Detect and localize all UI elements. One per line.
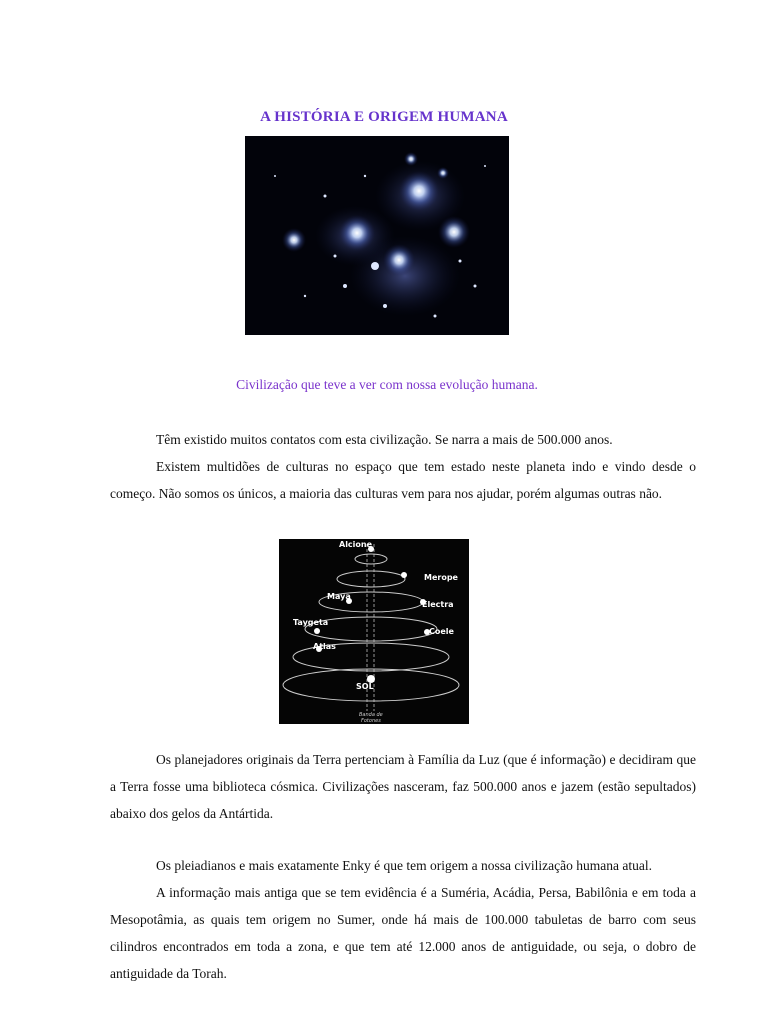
- label-merope: Merope: [424, 573, 458, 582]
- paragraph: Os pleiadianos e mais exatamente Enky é que tem origem a nossa civilização humana atual.: [156, 858, 652, 873]
- paragraph: Têm existido muitos contatos com esta civilização. Se narra a mais de 500.000 anos.: [156, 432, 613, 447]
- label-electra: Electra: [422, 600, 454, 609]
- paragraph: A informação mais antiga que se tem evidência é a Suméria, Acádia, Persa, Babilônia e em toda a Mesopotâmia, as quais tem origem no Sumer, onde há mais de 100.000 tabuletas de barro com seus cilindros encontrados em toda a zona, e que tem até 12.000 anos de antiguidade, ou seja, o dobro de antiguidade da Torah.: [110, 885, 696, 981]
- text-block-2: [110, 746, 696, 827]
- text-block-1: [110, 426, 696, 507]
- paragraph: Existem multidões de culturas no espaço que tem estado neste planeta indo e vindo desde o começo. Não somos os únicos, a maioria das culturas vem para nos ajudar, porém algumas outras não.: [110, 459, 696, 501]
- document-title: A HISTÓRIA E ORIGEM HUMANA: [260, 109, 508, 125]
- label-atlas: Atlas: [313, 642, 336, 651]
- label-taygeta: Taygeta: [293, 618, 329, 627]
- image-caption: Civilização que teve a ver com nossa evolução humana.: [236, 377, 538, 392]
- label-coele: Coele: [429, 627, 454, 636]
- label-banda-line1: Banda de: [359, 712, 383, 718]
- text-block-3: [110, 852, 696, 987]
- label-banda-line2: Fotones: [361, 718, 381, 724]
- label-maya: Maya: [327, 592, 351, 601]
- label-sol: SOL: [356, 682, 374, 691]
- paragraph: Os planejadores originais da Terra pertenciam à Família da Luz (que é informação) e decidiram que a Terra fosse uma biblioteca cósmica. Civilizações nasceram, faz 500.000 anos e jazem (estão sepultados) abaixo dos gelos da Antártida.: [110, 752, 696, 821]
- pleiades-photo: [245, 136, 509, 335]
- pleiades-spiral-diagram: [279, 539, 469, 724]
- label-alcione: Alcione: [339, 540, 373, 549]
